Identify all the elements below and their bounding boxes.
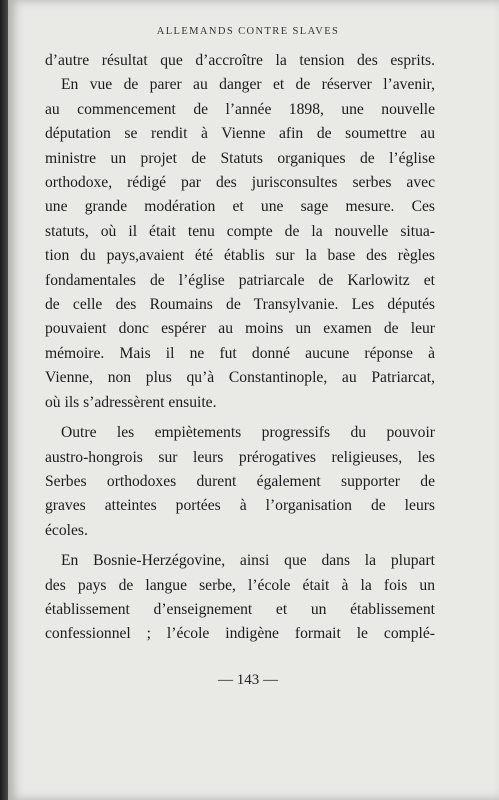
text-line: pouvaient donc espérer au moins un examen de leur (45, 320, 435, 338)
text-line: austro-hongrois sur leurs prérogatives religieuses, les (45, 448, 435, 466)
text-line-part: ministre un projet de Statuts organiques de l’église (45, 149, 435, 167)
text-line: tion du pays,avaient été établis sur la base des règles (45, 247, 435, 265)
text-line: des pays de langue serbe, l’école était à la fois un (45, 576, 435, 594)
text-line: écoles. (45, 521, 88, 539)
text-line: mémoire. Mais il ne fut donné aucune réponse à (45, 344, 435, 362)
book-page (8, 0, 499, 800)
paragraph-2 (45, 421, 435, 543)
text-line: au commencement de l’année 1898, une nouvelle (45, 100, 435, 118)
page-number: — 143 — (218, 672, 278, 688)
text-line: confessionnel ; l’école indigène formait le complé- (45, 625, 435, 643)
text-line: statuts, où il était tenu compte de la nouvelle situa- (45, 222, 435, 240)
text-line: Vienne, non plus qu’à Constantinople, au Patriarcat, (45, 369, 435, 387)
paragraph-1 (45, 49, 435, 415)
text-line: Serbes orthodoxes durent également supporter de (45, 472, 435, 490)
text-line: établissement d’enseignement et un établissement (45, 600, 435, 618)
book-spine-shadow (0, 0, 8, 800)
text-line: députation se rendit à Vienne afin de soumettre au (45, 125, 435, 143)
text-line: fondamentales de l’église patriarcale de Karlowitz et (45, 271, 435, 289)
running-head: ALLEMANDS CONTRE SLAVES (156, 26, 340, 37)
text-line: En vue de parer au danger et de réserver l’avenir, (61, 76, 435, 94)
text-line: En Bosnie-Herzégovine, ainsi que dans la plupart (61, 552, 435, 570)
text-line: de celle des Roumains de Transylvanie. Les députés (45, 296, 435, 314)
text-line (45, 147, 435, 171)
text-line: orthodoxe, rédigé par des jurisconsultes serbes avec (45, 174, 435, 192)
body-text (45, 49, 435, 647)
text-line: où ils s’adressèrent ensuite. (45, 393, 217, 411)
text-line: graves atteintes portées à l’organisation de leurs (45, 497, 435, 515)
text-line: Outre les empiètements progressifs du pouvoir (61, 424, 435, 442)
text-line: d’autre résultat que d’accroître la tension des esprits. (45, 52, 435, 69)
paragraph-3 (45, 549, 435, 647)
text-line: une grande modération et une sage mesure. Ces (45, 198, 435, 216)
